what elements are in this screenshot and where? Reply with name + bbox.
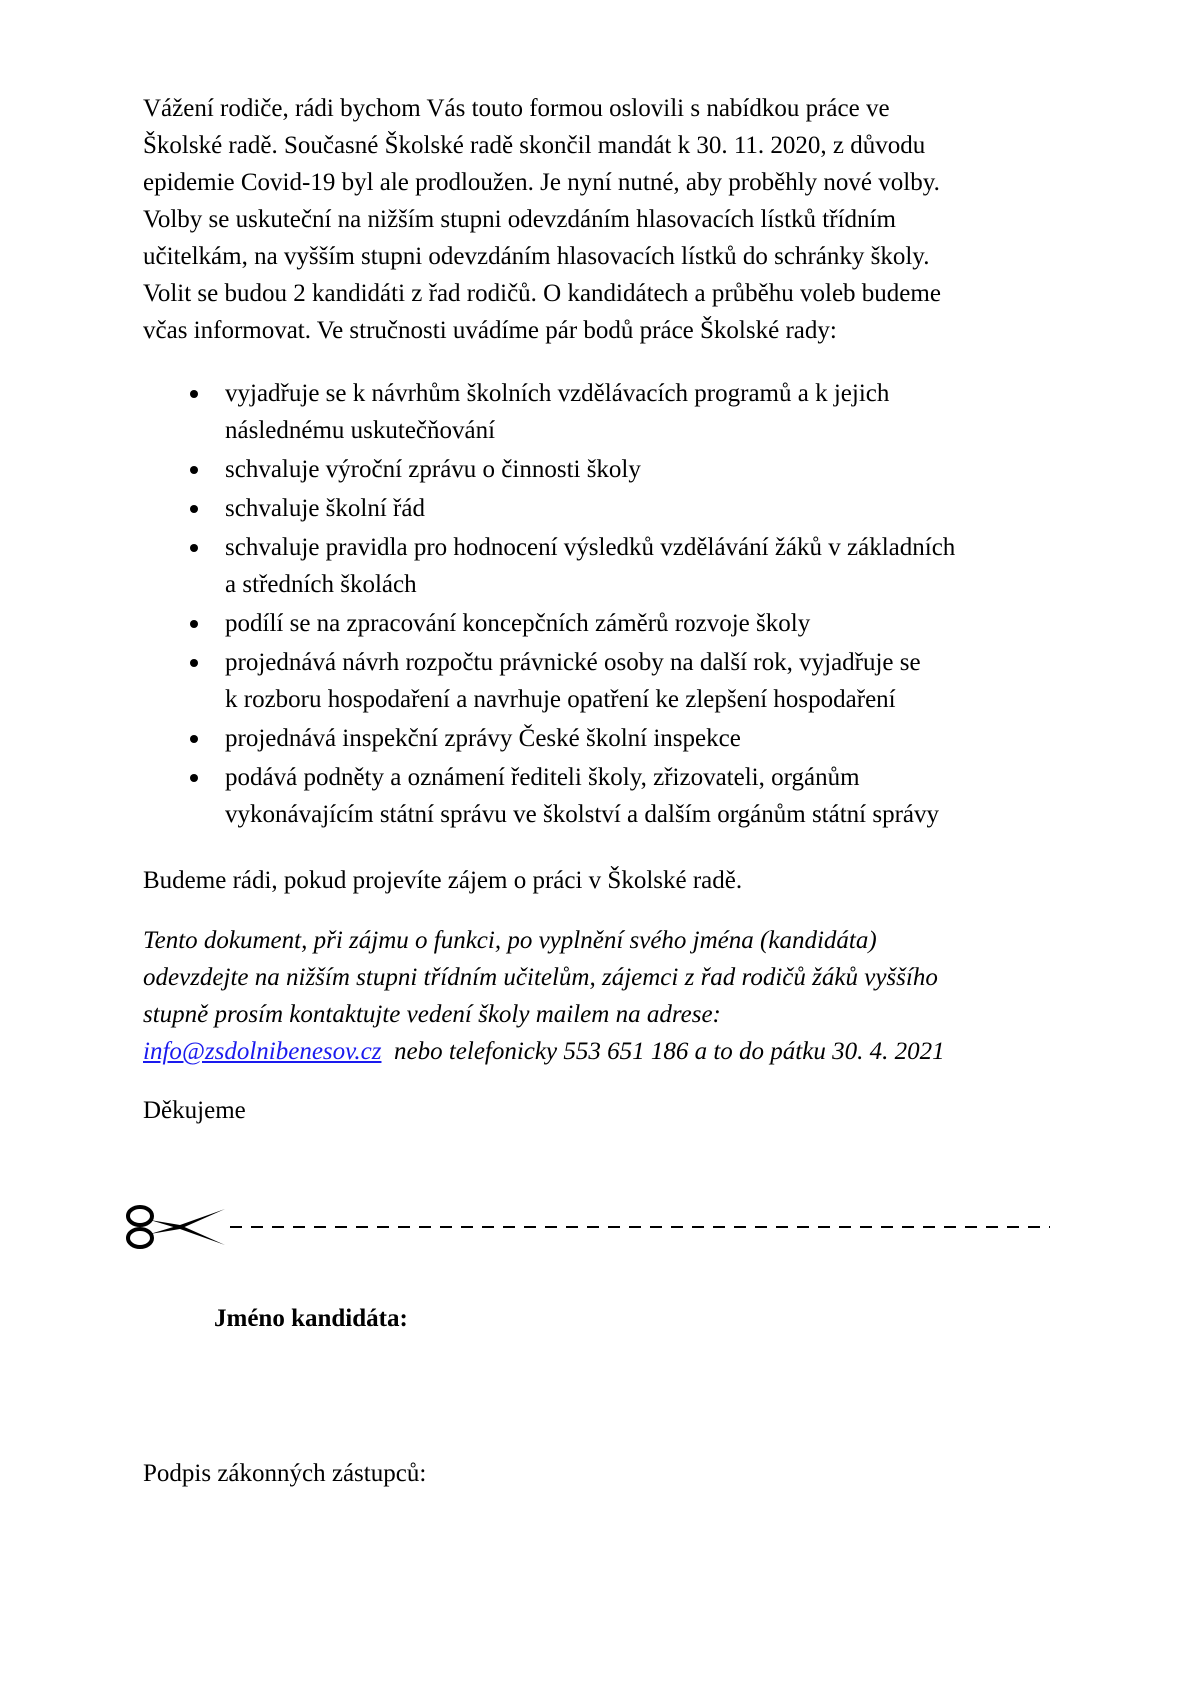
intro-line: Školské radě. Současné Školské radě skončil mandát k 30. 11. 2020, z důvodu — [143, 132, 926, 159]
intro-line: epidemie Covid-19 byl ale prodloužen. Je nyní nutné, aby proběhly nové volby. — [143, 169, 940, 196]
bullet-icon — [190, 505, 198, 513]
list-item-text: podílí se na zpracování koncepčních záměrů rozvoje školy — [225, 610, 811, 637]
instructions-note — [143, 922, 1073, 1070]
note-line-contact — [143, 1033, 1073, 1070]
list-item — [143, 529, 1073, 603]
list-item — [143, 451, 1073, 488]
intro-line: Volby se uskuteční na nižším stupni odevzdáním hlasovacích lístků třídním — [143, 206, 896, 233]
list-item-text: a středních školách — [225, 571, 417, 598]
phone-deadline-text: nebo telefonicky 553 651 186 a to do pátku 30. 4. 2021 — [381, 1038, 945, 1065]
list-item-text: projednává návrh rozpočtu právnické osoby na další rok, vyjadřuje se — [225, 649, 921, 676]
guardian-signature-label: Podpis zákonných zástupců: — [143, 1460, 427, 1487]
list-item-text: schvaluje školní řád — [225, 495, 425, 522]
cut-line — [120, 1195, 1050, 1255]
list-item — [143, 759, 1073, 833]
intro-line: Volit se budou 2 kandidáti z řad rodičů. O kandidátech a průběhu voleb budeme — [143, 280, 941, 307]
note-line: Tento dokument, při zájmu o funkci, po vyplnění svého jména (kandidáta) — [143, 927, 877, 954]
duties-list — [143, 375, 1073, 835]
list-item — [143, 720, 1073, 757]
intro-line: Vážení rodiče, rádi bychom Vás touto formou oslovili s nabídkou práce ve — [143, 95, 890, 122]
bullet-icon — [190, 659, 198, 667]
list-item-text: projednává inspekční zprávy České školní inspekce — [225, 725, 741, 752]
cut-line-svg — [120, 1195, 1050, 1255]
intro-line: včas informovat. Ve stručnosti uvádíme pár bodů práce Školské rady: — [143, 317, 837, 344]
list-item — [143, 375, 1073, 449]
list-item-text: následnému uskutečňování — [225, 417, 496, 444]
bullet-icon — [190, 544, 198, 552]
intro-line: učitelkám, na vyšším stupni odevzdáním hlasovacích lístků do schránky školy. — [143, 243, 930, 270]
scissors-icon — [128, 1207, 225, 1247]
list-item-text: schvaluje pravidla pro hodnocení výsledků vzdělávání žáků v základních — [225, 534, 956, 561]
bullet-icon — [190, 390, 198, 398]
thanks-text: Děkujeme — [143, 1097, 246, 1124]
list-item — [143, 490, 1073, 527]
bullet-icon — [190, 466, 198, 474]
list-item-text: schvaluje výroční zprávu o činnosti školy — [225, 456, 641, 483]
bullet-icon — [190, 620, 198, 628]
email-link[interactable]: info@zsdolnibenesov.cz — [143, 1038, 382, 1065]
list-item-text: vyjadřuje se k návrhům školních vzdělávacích programů a k jejich — [225, 380, 890, 407]
intro-paragraph — [143, 90, 1073, 349]
list-item-text: k rozboru hospodaření a navrhuje opatření ke zlepšení hospodaření — [225, 686, 896, 713]
candidate-name-label: Jméno kandidáta: — [214, 1305, 408, 1332]
note-line: stupně prosím kontaktujte vedení školy mailem na adrese: — [143, 1001, 721, 1028]
bullet-icon — [190, 735, 198, 743]
list-item-text: podává podněty a oznámení řediteli školy, zřizovateli, orgánům — [225, 764, 860, 791]
closing-sentence: Budeme rádi, pokud projevíte zájem o práci v Školské radě. — [143, 867, 743, 894]
list-item-text: vykonávajícím státní správu ve školství a dalším orgánům státní správy — [225, 801, 940, 828]
list-item — [143, 644, 1073, 718]
note-line: odevzdejte na nižším stupni třídním učitelům, zájemci z řad rodičů žáků vyššího — [143, 964, 938, 991]
bullet-icon — [190, 774, 198, 782]
list-item — [143, 605, 1073, 642]
